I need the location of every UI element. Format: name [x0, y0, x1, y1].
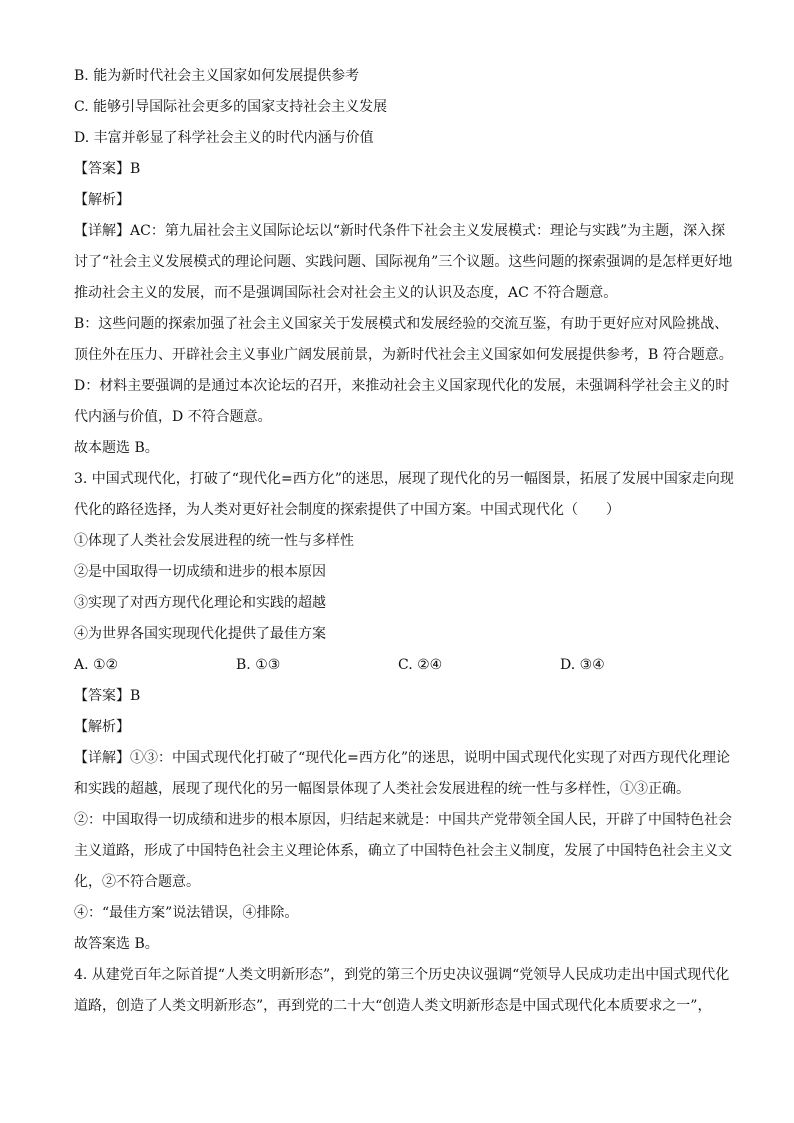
q3-choice-b: B. ①③ [236, 657, 281, 673]
q3-statement-4: ④为世界各国实现现代化提供了最佳方案 [74, 626, 326, 642]
q4-stem: 4. 从建党百年之际首提“人类文明新形态”，到党的第三个历史决议强调“党领导人民成功走出中国式现代化道路，创造了人类文明新形态”，再到党的二十大“创造人类文明新形态是中国式现代化本质要求之一”， [74, 967, 730, 1014]
q2-option-c: C. 能够引导国际社会更多的国家支持社会主义发展 [74, 99, 388, 115]
q3-choices [74, 650, 734, 681]
q3-statement-1: ①体现了人类社会发展进程的统一性与多样性 [74, 533, 354, 549]
q3-choice-d: D. ③④ [560, 657, 605, 673]
q2-option-d: D. 丰富并彰显了科学社会主义的时代内涵与价值 [74, 130, 374, 146]
q2-answer: 【答案】B [74, 161, 141, 177]
q3-detail-13: 【详解】①③：中国式现代化打破了“现代化=西方化”的迷思，说明中国式现代化实现了对西方现代化理论和实践的超越，展现了现代化的另一幅图景体现了人类社会发展进程的统一性与多样性，①③正确。 [74, 750, 731, 797]
q3-statement-3: ③实现了对西方现代化理论和实践的超越 [74, 595, 326, 611]
q2-detail-ac: 【详解】AC：第九届社会主义国际论坛以“新时代条件下社会主义发展模式：理论与实践”为主题，深入探讨了“社会主义发展模式的理论问题、实践问题、国际视角”三个议题。这些问题的探索强调的是怎样更好地推动社会主义的发展，而不是强调国际社会对社会主义的认识及态度，AC 不符合题意。 [74, 223, 733, 301]
q3-detail-4: ④：“最佳方案”说法错误，④排除。 [74, 905, 299, 921]
q2-analysis-label: 【解析】 [74, 192, 130, 208]
q2-detail-d: D：材料主要强调的是通过本次论坛的召开，来推动社会主义国家现代化的发展，未强调科学社会主义的时代内涵与价值，D 不符合题意。 [74, 378, 730, 425]
q2-option-b: B. 能为新时代社会主义国家如何发展提供参考 [74, 68, 360, 84]
q3-answer: 【答案】B [74, 688, 141, 704]
q3-stem: 3. 中国式现代化，打破了“现代化=西方化”的迷思，展现了现代化的另一幅图景，拓展了发展中国家走向现代化的路径选择，为人类对更好社会制度的探索提供了中国方案。中国式现代化（ ） [74, 471, 734, 518]
q3-choice-c: C. ②④ [398, 657, 443, 673]
q3-detail-2: ②：中国取得一切成绩和进步的根本原因，归结起来就是：中国共产党带领全国人民，开辟了中国特色社会主义道路，形成了中国特色社会主义理论体系，确立了中国特色社会主义制度，发展了中国特色社会主义文化，②不符合题意。 [74, 812, 732, 890]
q3-choice-a: A. ①② [74, 657, 119, 673]
q3-analysis-label: 【解析】 [74, 719, 130, 735]
q3-statement-2: ②是中国取得一切成绩和进步的根本原因 [74, 564, 326, 580]
q3-conclusion: 故答案选 B。 [74, 936, 159, 952]
document-body [74, 61, 734, 1022]
q2-detail-b: B：这些问题的探索加强了社会主义国家关于发展模式和发展经验的交流互鉴，有助于更好应对风险挑战、顶住外在压力、开辟社会主义事业广阔发展前景，为新时代社会主义国家如何发展提供参考，B 符合题意。 [74, 316, 733, 363]
q2-conclusion: 故本题选 B。 [74, 440, 159, 456]
